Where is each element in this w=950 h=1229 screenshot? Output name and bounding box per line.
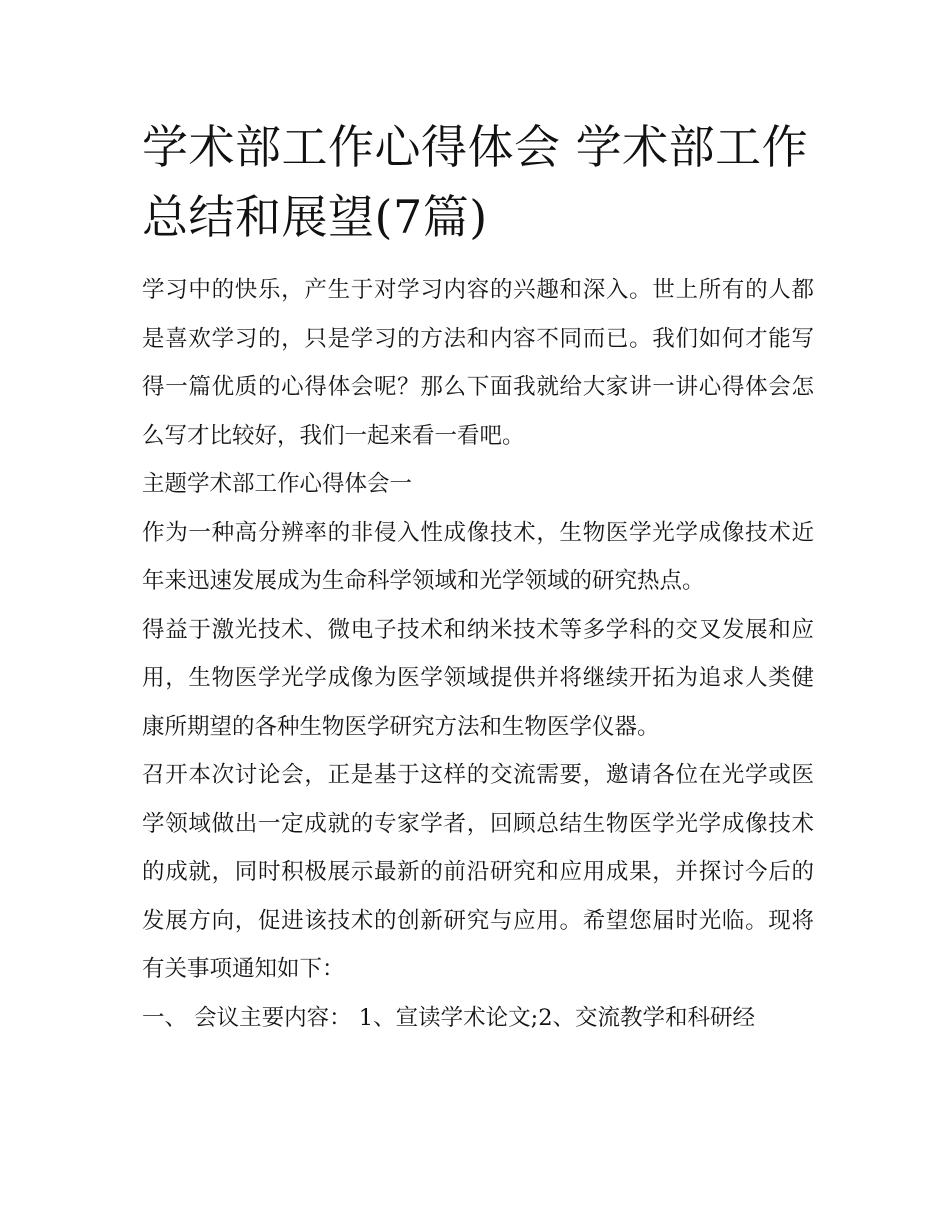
document-content (142, 112, 814, 1042)
body-paragraph: 作为一种高分辨率的非侵入性成像技术，生物医学光学成像技术近年来迅速发展成为生命科学领域和光学领域的研究热点。 (142, 519, 814, 594)
document-body (142, 266, 814, 1042)
section-heading: 主题学术部工作心得体会一 (142, 471, 413, 497)
page-title: 学术部工作心得体会 学术部工作总结和展望(7篇) (142, 120, 809, 244)
intro-paragraph: 学习中的快乐，产生于对学习内容的兴趣和深入。世上所有的人都是喜欢学习的，只是学习的方法和内容不同而已。我们如何才能写得一篇优质的心得体会呢？那么下面我就给大家讲一讲心得体会怎么写才比较好，我们一起来看一看吧。 (142, 277, 814, 449)
body-paragraph: 一、 会议主要内容： 1、宣读学术论文;2、交流教学和科研经 (142, 1004, 756, 1031)
body-paragraph: 得益于激光技术、微电子技术和纳米技术等多学科的交叉发展和应用，生物医学光学成像为医学领域提供并将继续开拓为追求人类健康所期望的各种生物医学研究方法和生物医学仪器。 (142, 616, 814, 740)
body-paragraph: 召开本次讨论会，正是基于这样的交流需要，邀请各位在光学或医学领域做出一定成就的专家学者，回顾总结生物医学光学成像技术的成就，同时积极展示最新的前沿研究和应用成果，并探讨今后的发展方向，促进该技术的创新研究与应用。希望您届时光临。现将有关事项通知如下： (142, 762, 814, 982)
